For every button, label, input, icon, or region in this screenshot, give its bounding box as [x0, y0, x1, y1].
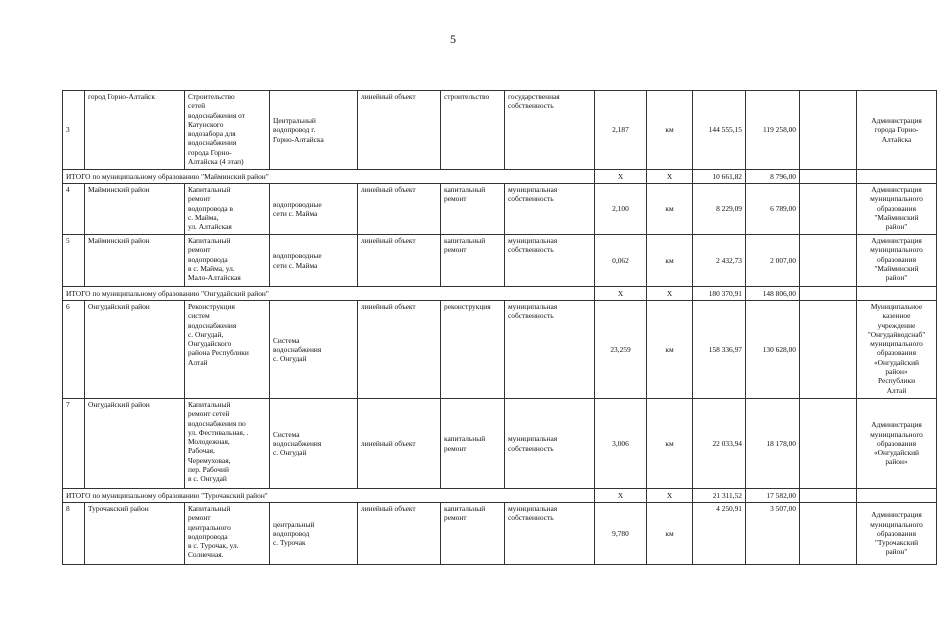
type-cell: линейный объект: [358, 235, 441, 287]
total-label: ИТОГО по муниципальному образованию "Турочакский район": [63, 489, 595, 503]
executor-cell: Администрация муниципального образования «Онгудайский район»: [857, 399, 937, 489]
total-cost: 180 370,91: [693, 287, 746, 301]
total-x: X: [647, 287, 693, 301]
work-cell: Строительство сетей водоснабжения от Катунского водозабора для водоснабжения города Горно- Алтайска (4 этап): [185, 91, 270, 170]
table-row: [63, 235, 937, 287]
total-row: [63, 170, 937, 184]
total-cost: 17 582,00: [746, 489, 800, 503]
object-cell: Центральный водопровод г. Горно-Алтайска: [270, 91, 358, 170]
type-cell: линейный объект: [358, 91, 441, 170]
ownership-cell: государственная собственность: [505, 91, 595, 170]
type-cell: линейный объект: [358, 184, 441, 235]
district-cell: Онгудайский район: [85, 399, 185, 489]
total-cost: 8 796,00: [746, 170, 800, 184]
executor-cell: Администрация муниципального образования "Майминский район": [857, 235, 937, 287]
table-row: [63, 301, 937, 399]
unit-cell: км: [647, 399, 693, 489]
unit-cell: км: [647, 503, 693, 565]
cost-cell: 144 555,15: [693, 91, 746, 170]
object-cell: Система водоснабжения с. Онгудай: [270, 399, 358, 489]
ownership-cell: муниципальная собственность: [505, 503, 595, 565]
cost-cell: 2 007,00: [746, 235, 800, 287]
row-number: 8: [63, 503, 85, 565]
ownership-cell: муниципальная собственность: [505, 184, 595, 235]
kind-cell: капитальный ремонт: [441, 399, 505, 489]
unit-cell: км: [647, 235, 693, 287]
quantity-cell: 2,100: [595, 184, 647, 235]
cost-cell: 158 336,97: [693, 301, 746, 399]
row-number: 7: [63, 399, 85, 489]
executor-cell: Администрация муниципального образования "Майминский район": [857, 184, 937, 235]
type-cell: линейный объект: [358, 399, 441, 489]
data-table: [62, 90, 937, 565]
cost-cell: 130 628,00: [746, 301, 800, 399]
ownership-cell: муниципальная собственность: [505, 399, 595, 489]
cost-cell: 8 229,09: [693, 184, 746, 235]
row-number: 4: [63, 184, 85, 235]
kind-cell: капитальный ремонт: [441, 235, 505, 287]
total-x: X: [595, 170, 647, 184]
total-label: ИТОГО по муниципальному образованию "Онгудайский район": [63, 287, 595, 301]
table-row: [63, 399, 937, 489]
cost-cell: 6 789,00: [746, 184, 800, 235]
total-cost: 10 661,82: [693, 170, 746, 184]
executor-cell: Администрация города Горно- Алтайска: [857, 91, 937, 170]
cost-cell: 18 178,00: [746, 399, 800, 489]
ownership-cell: муниципальная собственность: [505, 235, 595, 287]
object-cell: водопроводные сети с. Майма: [270, 235, 358, 287]
table-row: [63, 503, 937, 565]
quantity-cell: 3,006: [595, 399, 647, 489]
district-cell: Майминский район: [85, 184, 185, 235]
cost-cell: 119 258,00: [746, 91, 800, 170]
total-x: X: [647, 489, 693, 503]
type-cell: линейный объект: [358, 301, 441, 399]
page-number: 5: [450, 32, 456, 46]
district-cell: Майминский район: [85, 235, 185, 287]
unit-cell: км: [647, 301, 693, 399]
object-cell: Система водоснабжения с. Онгудай: [270, 301, 358, 399]
total-x: X: [595, 489, 647, 503]
district-cell: Онгудайский район: [85, 301, 185, 399]
table-row: [63, 184, 937, 235]
kind-cell: капитальный ремонт: [441, 184, 505, 235]
unit-cell: км: [647, 184, 693, 235]
kind-cell: реконструкция: [441, 301, 505, 399]
kind-cell: строительство: [441, 91, 505, 170]
total-row: [63, 287, 937, 301]
work-cell: Реконструкция систем водоснабжения с. Онгудай, Онгудайского района Республики Алтай: [185, 301, 270, 399]
total-x: X: [595, 287, 647, 301]
ownership-cell: муниципальная собственность: [505, 301, 595, 399]
object-cell: водопроводные сети с. Майма: [270, 184, 358, 235]
total-label: ИТОГО по муниципальному образованию "Майминский район": [63, 170, 595, 184]
quantity-cell: 23,259: [595, 301, 647, 399]
work-cell: Капитальный ремонт центрального водопровода в с. Турочак, ул. Солнечная.: [185, 503, 270, 565]
table-row: [63, 91, 937, 170]
cost-cell: 2 432,73: [693, 235, 746, 287]
work-cell: Капитальный ремонт сетей водоснабжения по ул. Фестивальная, . Молодежная, Рабочая, Черемуховая, пер. Рабочий в с. Онгудай: [185, 399, 270, 489]
type-cell: линейный объект: [358, 503, 441, 565]
cost-cell: 22 033,94: [693, 399, 746, 489]
total-cost: 21 311,52: [693, 489, 746, 503]
total-row: [63, 489, 937, 503]
district-cell: Турочакский район: [85, 503, 185, 565]
executor-cell: Муниципальное казенное учреждение "Онгудайводснаб" муниципального образования «Онгудайский район» Республики Алтай: [857, 301, 937, 399]
district-cell: город Горно-Алтайск: [85, 91, 185, 170]
row-number: 3: [63, 91, 85, 170]
total-x: X: [647, 170, 693, 184]
work-cell: Капитальный ремонт водопровода в с. Майма, ул. Мало-Алтайская: [185, 235, 270, 287]
object-cell: центральный водопровод с. Турочак: [270, 503, 358, 565]
cost-cell: 3 507,00: [746, 503, 800, 565]
executor-cell: Администрация муниципального образования "Турочакский район": [857, 503, 937, 565]
quantity-cell: 0,062: [595, 235, 647, 287]
kind-cell: капитальный ремонт: [441, 503, 505, 565]
quantity-cell: 2,187: [595, 91, 647, 170]
row-number: 5: [63, 235, 85, 287]
total-cost: 148 806,00: [746, 287, 800, 301]
cost-cell: 4 250,91: [693, 503, 746, 565]
work-cell: Капитальный ремонт водопровода в с. Майма, ул. Алтайская: [185, 184, 270, 235]
unit-cell: км: [647, 91, 693, 170]
quantity-cell: 9,780: [595, 503, 647, 565]
row-number: 6: [63, 301, 85, 399]
